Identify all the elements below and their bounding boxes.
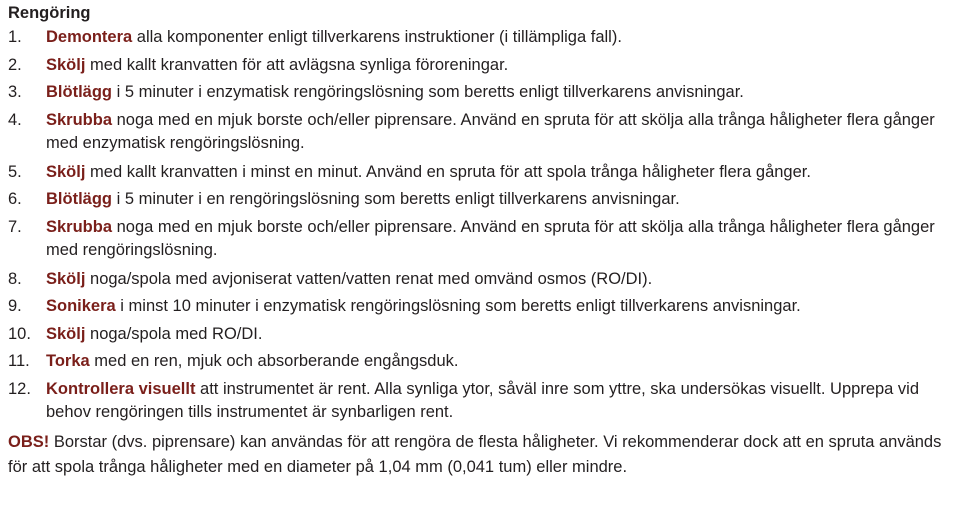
step-9: [8, 293, 959, 321]
step-keyword: Kontrollera visuellt: [46, 379, 196, 398]
step-keyword: Skölj: [46, 324, 86, 343]
step-5: [8, 159, 959, 187]
step-body: [46, 52, 959, 80]
step-text: med en ren, mjuk och absorberande engångsduk.: [89, 352, 459, 370]
step-keyword: Torka: [46, 352, 90, 370]
step-8: [8, 266, 959, 294]
step-text: noga med en mjuk borste och/eller piprensare. Använd en spruta för att skölja alla trånga håligheter flera gånger med enzymatisk rengöringslösning.: [46, 110, 935, 152]
step-keyword: Blötlägg: [46, 190, 112, 208]
step-10: [8, 321, 959, 349]
step-text: i minst 10 minuter i enzymatisk rengöringslösning som beretts enligt tillverkarens anvisningar.: [115, 297, 801, 315]
step-keyword: Skrubba: [46, 110, 113, 129]
step-number: 9.: [8, 297, 22, 315]
step-body: [46, 376, 959, 428]
step-number: 8.: [8, 269, 22, 288]
step-2: [8, 52, 959, 80]
step-text: alla komponenter enligt tillverkarens instruktioner (i tillämpliga fall).: [132, 28, 622, 46]
step-1: [8, 24, 959, 52]
step-text: noga/spola med avjoniserat vatten/vatten renat med omvänd osmos (RO/DI).: [85, 269, 653, 288]
step-number: 1.: [8, 28, 22, 46]
step-4: [8, 107, 959, 159]
step-body: [46, 107, 959, 159]
step-text: noga/spola med RO/DI.: [85, 324, 263, 343]
step-text: i 5 minuter i enzymatisk rengöringslösning som beretts enligt tillverkarens anvisningar.: [112, 83, 744, 101]
step-keyword: Skrubba: [46, 217, 113, 236]
step-body: [46, 214, 959, 266]
step-number: 12.: [8, 379, 31, 398]
step-keyword: Skölj: [46, 269, 86, 288]
step-number: 5.: [8, 162, 22, 181]
step-text: med kallt kranvatten i minst en minut. Använd en spruta för att spola trånga håligheter flera gånger.: [85, 162, 811, 181]
step-text: med kallt kranvatten för att avlägsna synliga föroreningar.: [85, 55, 509, 74]
step-body: [46, 186, 959, 214]
note-text: Borstar (dvs. piprensare) kan användas för att rengöra de flesta håligheter. Vi rekommenderar dock att en spruta används för att spola trånga håligheter med en diameter på 1,04 mm (0,041 tum) eller mindre.: [8, 432, 942, 476]
step-text: att instrumentet är rent. Alla synliga ytor, såväl inre som yttre, ska undersökas visuellt. Upprepa vid behov rengöringen tills instrumentet är synbarligen rent.: [46, 379, 920, 421]
step-body: [46, 266, 959, 294]
step-keyword: Sonikera: [46, 297, 116, 315]
step-6: [8, 186, 959, 214]
step-7: [8, 214, 959, 266]
step-body: [46, 321, 959, 349]
step-number: 3.: [8, 83, 22, 101]
section-heading: Rengöring: [8, 4, 91, 22]
step-number: 7.: [8, 217, 22, 236]
step-12: [8, 376, 959, 428]
step-keyword: Skölj: [46, 162, 86, 181]
step-body: [46, 24, 959, 52]
step-keyword: Skölj: [46, 55, 86, 74]
step-body: [46, 293, 959, 321]
step-body: [46, 348, 959, 376]
note-keyword: OBS!: [8, 432, 50, 451]
step-number: 4.: [8, 110, 22, 129]
step-11: [8, 348, 959, 376]
step-body: [46, 159, 959, 187]
step-text: noga med en mjuk borste och/eller piprensare. Använd en spruta för att skölja alla trånga håligheter flera gånger med rengöringslösning.: [46, 217, 935, 259]
step-number: 6.: [8, 190, 22, 208]
step-keyword: Demontera: [46, 28, 133, 46]
step-body: [46, 79, 959, 107]
step-number: 10.: [8, 324, 31, 343]
note-paragraph: [8, 428, 959, 480]
step-text: i 5 minuter i en rengöringslösning som beretts enligt tillverkarens anvisningar.: [112, 190, 680, 208]
step-number: 11.: [8, 352, 30, 370]
cleaning-steps-list: [8, 24, 959, 428]
step-number: 2.: [8, 55, 22, 74]
step-3: [8, 79, 959, 107]
step-keyword: Blötlägg: [46, 83, 112, 101]
